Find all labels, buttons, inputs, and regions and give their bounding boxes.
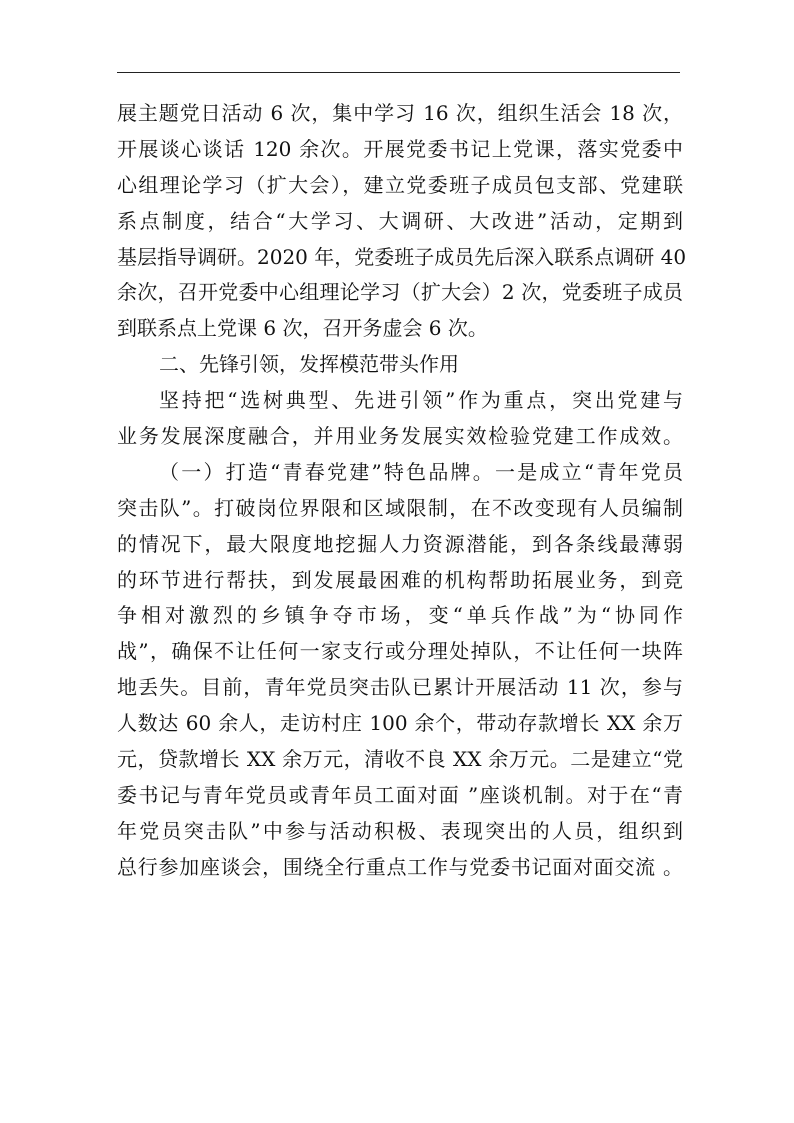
body-text <box>117 96 687 886</box>
text-line: 开展谈心谈话 120 余次。开展党委书记上党课，落实党委中 <box>117 136 683 161</box>
text-line: 委书记与青年党员或青年员工面对面 ”座谈机制。对于在“青 <box>117 782 683 807</box>
text-line: （一）打造“青春党建”特色品牌。一是成立“青年党员 <box>159 459 683 484</box>
text-line: 争相对激烈的乡镇争夺市场，变“单兵作战”为“协同作 <box>117 603 683 628</box>
text-line: 到联系点上党课 6 次，召开务虚会 6 次。 <box>117 316 488 341</box>
text-line: 战”，确保不让任何一家支行或分理处掉队，不让任何一块阵 <box>117 639 683 664</box>
text-line: 人数达 60 余人，走访村庄 100 余个，带动存款增长 XX 余万 <box>117 711 683 736</box>
text-line: 系点制度，结合“大学习、大调研、大改进”活动，定期到 <box>117 208 683 233</box>
text-line: 的环节进行帮扶，到发展最困难的机构帮助拓展业务，到竞 <box>117 567 683 592</box>
text-line: 突击队”。打破岗位界限和区域限制，在不改变现有人员编制 <box>117 495 683 520</box>
text-line: 元，贷款增长 XX 余万元，清收不良 XX 余万元。二是建立“党 <box>117 747 683 772</box>
text-line: 总行参加座谈会，围绕全行重点工作与党委书记面对面交流 。 <box>117 854 683 879</box>
text-line: 的情况下，最大限度地挖掘人力资源潜能，到各条线最薄弱 <box>117 531 683 556</box>
text-line: 展主题党日活动 6 次，集中学习 16 次，组织生活会 18 次， <box>117 101 683 125</box>
header-rule <box>117 72 680 73</box>
section-heading: 二、先锋引领，发挥模范带头作用 <box>159 352 459 377</box>
text-line: 年党员突击队”中参与活动积极、表现突出的人员，组织到 <box>117 818 683 843</box>
text-line: 余次，召开党委中心组理论学习（扩大会）2 次，党委班子成员 <box>117 280 683 305</box>
text-line: 地丢失。目前，青年党员突击队已累计开展活动 11 次，参与 <box>117 675 683 700</box>
text-line: 心组理论学习（扩大会），建立党委班子成员包支部、党建联 <box>117 172 683 197</box>
text-line: 业务发展深度融合，并用业务发展实效检验党建工作成效。 <box>117 424 683 449</box>
text-line: 坚持把“选树典型、先进引领”作为重点，突出党建与 <box>159 388 683 413</box>
text-line: 基层指导调研。2020 年，党委班子成员先后深入联系点调研 40 <box>117 244 687 269</box>
